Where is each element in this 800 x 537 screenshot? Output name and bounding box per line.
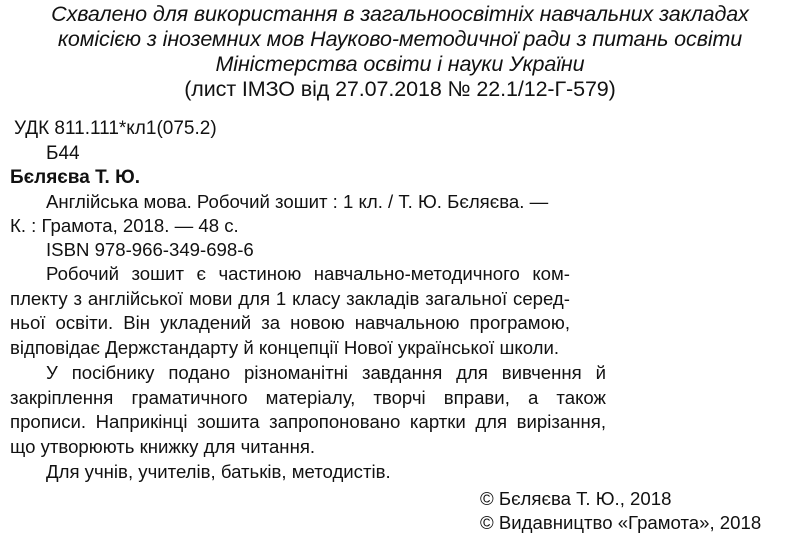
- bbk-code: Б44: [46, 143, 80, 164]
- copyright-publisher: © Видавництво «Грамота», 2018: [480, 512, 762, 533]
- annotation-paragraph-1: Робочий зошит є частиною навчально-методичного комплекту з англійської мови для 1 класу закладів загальної середньої освіти. Він укладений за новою навчальною програмою, відповідає Держстандарту й концепції Нової української школи.: [10, 263, 570, 359]
- author-heading: Бєляєва Т. Ю.: [10, 167, 140, 188]
- approval-line-2: комісією з іноземних мов Науково-методичної ради з питань освіти: [57, 27, 743, 51]
- annotation-paragraph-2: У посібнику подано різноманітні завдання для вивчення й закріплення граматичного матеріалу, творчі вправи, а також прописи. Наприкінці зошита запропоновано картки для вирізання, що утворюють книжку для читання.: [10, 362, 606, 458]
- approval-reference: (лист ІМЗО від 27.07.2018 № 22.1/12-Г-579): [184, 77, 616, 101]
- approval-notice: [0, 2, 800, 102]
- copyright-author: © Бєляєва Т. Ю., 2018: [480, 488, 672, 509]
- bibliographic-title-line-2: К. : Грамота, 2018. — 48 с.: [10, 215, 239, 236]
- annotation-paragraph-3: Для учнів, учителів, батьків, методистів.: [46, 461, 391, 482]
- isbn: ISBN 978-966-349-698-6: [46, 239, 254, 260]
- approval-line-1: Схвалено для використання в загальноосвітніх навчальних закладах: [51, 2, 749, 26]
- approval-line-3: Міністерства освіти і науки України: [215, 52, 585, 76]
- bibliographic-title-line-1: Англійська мова. Робочий зошит : 1 кл. / Т. Ю. Бєляєва. —: [46, 191, 549, 212]
- udk-code: УДК 811.111*кл1(075.2): [14, 118, 217, 139]
